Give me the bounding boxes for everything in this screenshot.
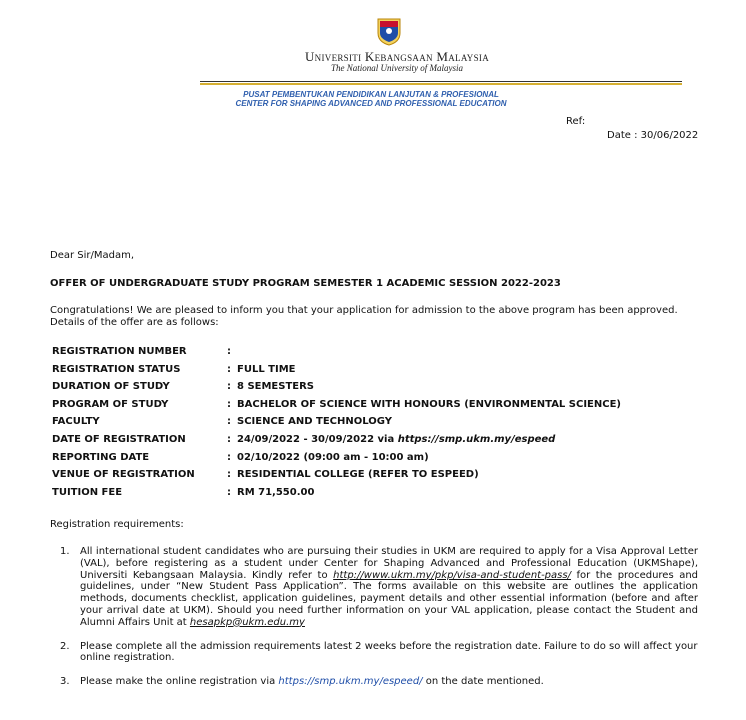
detail-label: REGISTRATION STATUS — [52, 363, 181, 375]
detail-label: FACULTY — [52, 416, 100, 428]
header-divider-accent — [200, 83, 682, 85]
detail-colon: : — [227, 398, 231, 410]
list-item — [60, 676, 698, 688]
requirements-list — [60, 546, 698, 688]
list-number: 1. — [60, 546, 70, 557]
detail-label: REPORTING DATE — [52, 451, 150, 463]
requirement-text: Please make the online registration via — [80, 676, 279, 688]
detail-label: DATE OF REGISTRATION — [52, 433, 186, 445]
detail-value: RM 71,550.00 — [237, 486, 315, 498]
online-registration-link[interactable]: https://smp.ukm.my/espeed/ — [278, 676, 423, 688]
detail-colon: : — [227, 381, 231, 393]
detail-value: BACHELOR OF SCIENCE WITH HONOURS (ENVIRONMENTAL SCIENCE) — [237, 398, 621, 410]
university-name: Universiti Kebangsaan Malaysia — [304, 49, 489, 64]
detail-value: SCIENCE AND TECHNOLOGY — [237, 416, 392, 428]
reference-label: Ref: — [566, 116, 586, 127]
letter-subject: OFFER OF UNDERGRADUATE STUDY PROGRAM SEMESTER 1 ACADEMIC SESSION 2022-2023 — [50, 278, 561, 289]
detail-colon: : — [227, 363, 231, 375]
detail-value: RESIDENTIAL COLLEGE (REFER TO ESPEED) — [237, 469, 479, 481]
espeed-link[interactable]: https://smp.ukm.my/espeed — [397, 433, 556, 445]
detail-colon: : — [227, 451, 231, 463]
detail-label: DURATION OF STUDY — [52, 381, 170, 393]
detail-colon: : — [227, 346, 231, 357]
requirements-heading: Registration requirements: — [50, 519, 184, 530]
intro-paragraph: Congratulations! We are pleased to inform you that your application for admission to the above program has been approved. Details of the offer are as follows: — [50, 305, 678, 328]
detail-value: 8 SEMESTERS — [237, 381, 315, 393]
list-number: 2. — [60, 640, 70, 652]
student-affairs-email-link[interactable]: hesapkp@ukm.edu.my — [189, 616, 305, 628]
detail-value: 02/10/2022 (09:00 am - 10:00 am) — [237, 451, 429, 463]
center-name-english: CENTER FOR SHAPING ADVANCED AND PROFESSIONAL EDUCATION — [235, 99, 507, 108]
university-crest-icon — [376, 18, 402, 46]
detail-label: TUITION FEE — [52, 486, 123, 498]
detail-label: PROGRAM OF STUDY — [52, 398, 169, 410]
list-item — [60, 546, 698, 629]
requirement-text: on the date mentioned. — [422, 676, 544, 688]
header-divider — [200, 81, 682, 82]
requirement-text: Please complete all the admission requirements latest 2 weeks before the registration date. Failure to do so will affect your online registration. — [80, 640, 698, 664]
detail-colon: : — [227, 486, 231, 498]
center-name-malay: PUSAT PEMBENTUKAN PENDIDIKAN LANJUTAN & PROFESIONAL — [243, 90, 499, 99]
detail-colon: : — [227, 433, 231, 445]
letter-date: Date : 30/06/2022 — [607, 130, 699, 141]
list-number: 3. — [60, 676, 70, 688]
detail-label: REGISTRATION NUMBER — [52, 346, 187, 357]
salutation: Dear Sir/Madam, — [50, 250, 135, 261]
registration-date-text: 24/09/2022 - 30/09/2022 via — [237, 433, 395, 445]
university-subtitle: The National University of Malaysia — [331, 63, 463, 73]
requirement-text: All international student candidates who are pursuing their studies in UKM are required to apply for a Visa Approval Letter (VAL), before registering as a student under Center for Shaping Advanced and Professional Education (UKMShape), Universiti Kebangsaan Malaysia. Kindly refer to — [80, 546, 698, 581]
detail-colon: : — [227, 469, 231, 481]
list-item — [60, 641, 698, 665]
detail-value — [237, 434, 555, 445]
detail-value: FULL TIME — [237, 363, 296, 375]
visa-guidelines-link[interactable]: http://www.ukm.my/pkp/visa-and-student-pass/ — [333, 569, 571, 581]
requirement-text: for the procedures and guidelines, under “New Student Pass Application”. The forms available on this website are outlines the application methods, documents checklist, application guidelines, payment details and other essential information (before and after your arrival date at UKM). Should you need further information on your VAL application, please contact the Student and Alumni Affairs Unit at — [80, 569, 699, 628]
detail-label: VENUE OF REGISTRATION — [52, 469, 195, 481]
detail-colon: : — [227, 416, 231, 428]
